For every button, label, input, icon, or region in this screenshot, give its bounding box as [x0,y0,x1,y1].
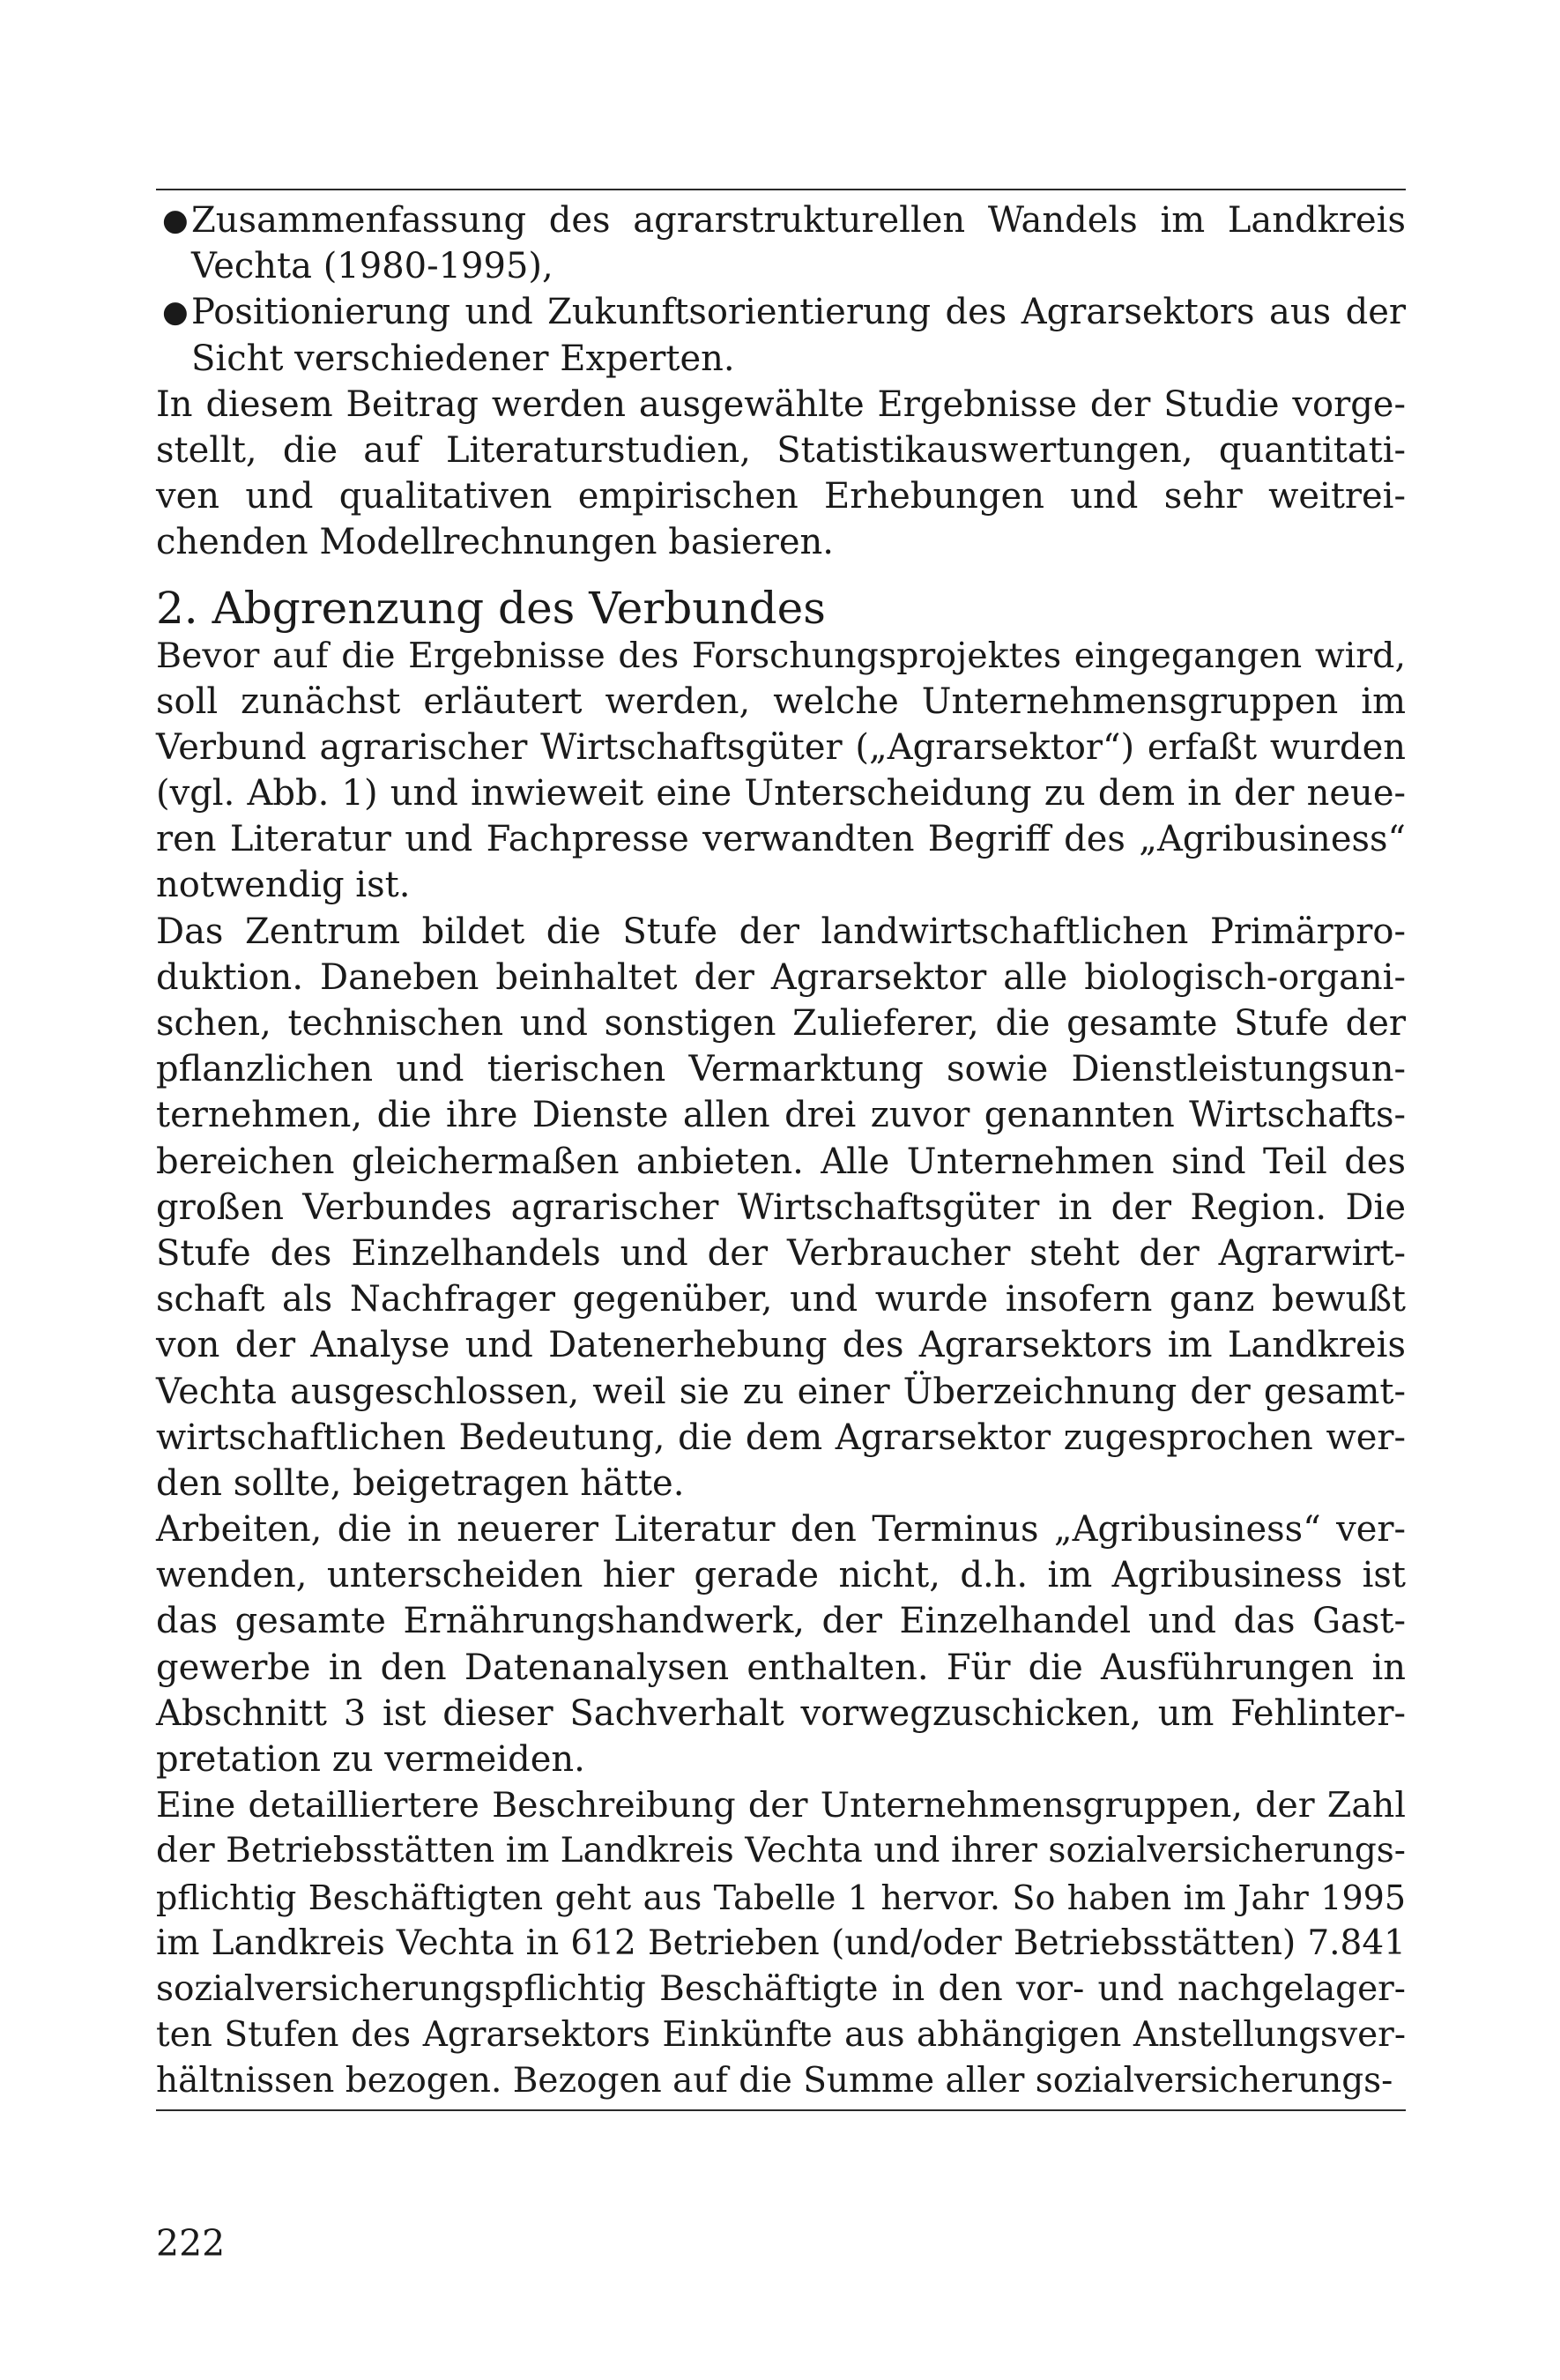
intro-paragraph [156,382,1406,566]
body-paragraph [156,633,1406,909]
bullet-line: ● Zusammenfassung des agrarstrukturellen Wandels im Landkreis [156,197,1406,243]
bullet-line: Sicht verschiedener Experten. [191,338,735,379]
bullet-item [156,197,1406,289]
bottom-rule [156,2109,1406,2111]
paragraph-line: Bevor auf die Ergebnisse des Forschungsprojektes eingegangen wird, [156,635,1406,676]
paragraph-line: Verbund agrarischer Wirtschaftsgüter („Agrarsektor“) erfaßt wurden [156,726,1406,768]
body-paragraph [156,1782,1406,2104]
bullet-dot-icon: ● [162,203,189,238]
paragraph-line: notwendig ist. [156,865,411,906]
paragraph-line: pflanzlichen und tierischen Vermarktung sowie Dienstleistungsun- [156,1049,1406,1090]
paragraph-line: Stufe des Einzelhandels und der Verbraucher steht der Agrarwirt- [156,1232,1406,1274]
bullet-line: Vechta (1980-1995), [191,246,553,287]
paragraph-line: Abschnitt 3 ist dieser Sachverhalt vorwegzuschicken, um Fehlinter- [156,1692,1406,1734]
paragraph-line: Arbeiten, die in neuerer Literatur den Terminus „Agribusiness“ ver- [156,1509,1406,1551]
bullet-list [156,197,1406,382]
body-paragraph [156,1506,1406,1782]
paragraph-line: Eine detailliertere Beschreibung der Unternehmensgruppen, der Zahl [156,1785,1406,1826]
page-body [156,197,1406,2105]
paragraph-line: pflichtig Beschäftigten geht aus Tabelle 1 hervor. So haben im Jahr 1995 [156,1878,1406,1917]
paragraph-line: wenden, unterscheiden hier gerade nicht, d.h. im Agribusiness ist [156,1555,1406,1596]
bullet-dot-icon: ● [162,294,189,331]
paragraph-line: Das Zentrum bildet die Stufe der landwirtschaftlichen Primärpro- [156,911,1406,952]
paragraph-line: gewerbe in den Datenanalysen enthalten. Für die Ausführungen in [156,1647,1406,1688]
paragraph-line: duktion. Daneben beinhaltet der Agrarsektor alle biologisch-organi- [156,956,1406,998]
paragraph-line: stellt, die auf Literaturstudien, Statistikauswertungen, quantitati- [156,429,1406,471]
paragraph-line: (vgl. Abb. 1) und inwieweit eine Unterscheidung zu dem in der neue- [156,773,1406,814]
paragraph-line: ren Literatur und Fachpresse verwandten Begriff des „Agribusiness“ [156,819,1406,860]
paragraph-line: ten Stufen des Agrarsektors Einkünfte aus abhängigen Anstellungsver- [156,2015,1406,2056]
paragraph-line: den sollte, beigetragen hätte. [156,1462,685,1504]
paragraph-line: der Betriebsstätten im Landkreis Vechta und ihrer sozialversicherungs- [156,1831,1406,1871]
paragraph-line: ven und qualitativen empirischen Erhebungen und sehr weitrei- [156,476,1406,517]
paragraph-line: schen, technischen und sonstigen Zulieferer, die gesamte Stufe der [156,1003,1406,1044]
paragraph-line: pretation zu vermeiden. [156,1739,585,1780]
section-body [156,633,1406,2105]
paragraph-line: hältnissen bezogen. Bezogen auf die Summe aller sozialversicherungs- [156,2061,1393,2101]
paragraph-line: In diesem Beitrag werden ausgewählte Ergebnisse der Studie vorge- [156,383,1406,425]
paragraph-line: von der Analyse und Datenerhebung des Agrarsektors im Landkreis [156,1325,1406,1366]
paragraph-line: das gesamte Ernährungshandwerk, der Einzelhandel und das Gast- [156,1601,1406,1642]
page-number: 222 [156,2222,226,2265]
paragraph-line: großen Verbundes agrarischer Wirtschaftsgüter in der Region. Die [156,1186,1406,1228]
paragraph-line: chenden Modellrechnungen basieren. [156,522,834,563]
paragraph-line: wirtschaftlichen Bedeutung, die dem Agrarsektor zugesprochen wer- [156,1417,1406,1458]
paragraph-line: im Landkreis Vechta in 612 Betrieben (und/oder Betriebsstätten) 7.841 [156,1923,1406,1963]
bullet-item [156,289,1406,381]
paragraph-line: sozialversicherungspflichtig Beschäftigte in den vor- und nachgelager- [156,1968,1406,2009]
paragraph-line: Vechta ausgeschlossen, weil sie zu einer Überzeichnung der gesamt- [156,1371,1406,1412]
paragraph-line: bereichen gleichermaßen anbieten. Alle Unternehmen sind Teil des [156,1141,1406,1182]
section-heading: 2. Abgrenzung des Verbundes [156,582,826,634]
top-rule [156,189,1406,190]
paragraph-line: ternehmen, die ihre Dienste allen drei zuvor genannten Wirtschafts- [156,1095,1406,1136]
body-paragraph [156,909,1406,1506]
paragraph-line: schaft als Nachfrager gegenüber, und wurde insofern ganz bewußt [156,1279,1406,1320]
paragraph-line: soll zunächst erläutert werden, welche Unternehmensgruppen im [156,681,1406,722]
bullet-line: ● Positionierung und Zukunftsorientierung des Agrarsektors aus der [156,289,1406,335]
